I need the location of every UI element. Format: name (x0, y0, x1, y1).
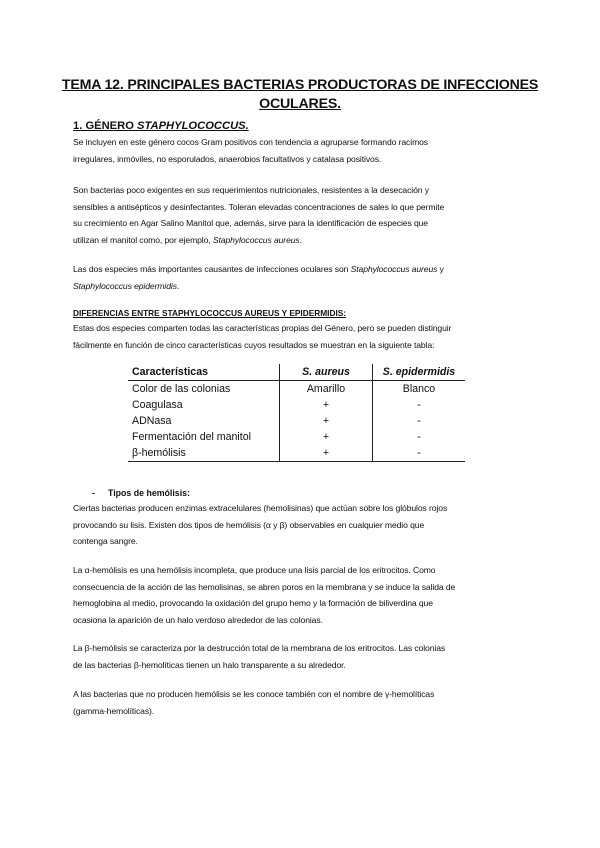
text-line (73, 278, 543, 295)
text-line: Son bacterias poco exigentes en sus requerimientos nutricionales, resistentes a la desecación y (73, 185, 429, 195)
table-cell: Amarillo (280, 381, 373, 398)
table-cell: + (280, 413, 373, 429)
table-header-row (128, 364, 465, 381)
text-line: contenga sangre. (73, 536, 138, 546)
table-row (128, 381, 465, 398)
page-title-line-2: OCULARES. (259, 96, 341, 112)
table-cell: - (373, 445, 466, 462)
table-cell: - (417, 399, 421, 411)
table-cell: ADNasa (128, 413, 280, 429)
text-line: Se incluyen en este género cocos Gram positivos con tendencia a agruparse formando racimos (73, 137, 429, 147)
text-line: provocando su lisis. Existen dos tipos de hemólisis (α y β) observables en cualquier medio que (73, 519, 425, 530)
table-cell: - (417, 415, 421, 427)
paragraph-alpha-hemolysis (73, 562, 543, 628)
text-line: La β-hemólisis se caracteriza por la destrucción total de la membrana de los eritrocitos. Las colonias (73, 643, 446, 653)
species-name: Staphylococcus aureus (350, 264, 438, 274)
table-header: Características (128, 364, 280, 381)
text-line (73, 261, 543, 278)
text-fragment: . (176, 280, 180, 291)
text-line: de las bacterias β-hemolíticas tienen un halo transparente a su alrededor. (73, 659, 346, 670)
table-header: S. aureus (280, 364, 373, 381)
section-heading (73, 120, 249, 132)
text-line: consecuencia de la acción de las hemolisinas, se abren poros en la membrana y se induce la salida de (73, 581, 456, 592)
page-title-line-1: TEMA 12. PRINCIPALES BACTERIAS PRODUCTORAS DE INFECCIONES (61, 77, 539, 93)
text-line: La α-hemólisis es una hemólisis incompleta, que produce una lisis parcial de los eritrocitos. Como (73, 565, 436, 575)
paragraph-requirements (73, 182, 543, 248)
species-name: Staphylococcus epidermidis (73, 280, 177, 291)
text-fragment: . (299, 234, 302, 245)
table-row (128, 413, 465, 429)
table-cell: + (280, 429, 373, 445)
table-row (128, 429, 465, 445)
table-header: S. epidermidis (373, 364, 466, 381)
table-cell: Blanco (402, 383, 436, 395)
table-cell: + (280, 397, 373, 413)
text-line: Ciertas bacterias producen enzimas extracelulares (hemolisinas) que actúan sobre los glóbulos rojos (73, 503, 448, 513)
paragraph-gamma-hemolysis (73, 686, 543, 719)
table-cell: β-hemólisis (128, 445, 280, 462)
bullet-dash: - (92, 488, 95, 498)
table-cell: Coagulasa (128, 397, 280, 413)
paragraph-species (73, 261, 543, 294)
table-cell: - (417, 431, 421, 443)
paragraph-hemolysins (73, 500, 543, 550)
table-cell: + (280, 445, 373, 462)
text-line: hemoglobina al medio, provocando la oxidación del grupo hemo y la formación de biliverdina que (73, 598, 433, 608)
text-line: (gamma-hemolíticas). (73, 705, 155, 716)
text-line: A las bacterias que no producen hemólisis se les conoce también con el nombre de γ-hemolíticas (73, 689, 435, 699)
subheading-differences: DIFERENCIAS ENTRE STAPHYLOCOCCUS AUREUS Y EPIDERMIDIS: (73, 308, 347, 318)
table-cell: Fermentación del manitol (128, 429, 280, 445)
text-fragment: utilizan el manitol como, por ejemplo, (73, 234, 213, 245)
bullet-label: Tipos de hemólisis: (108, 488, 190, 498)
text-fragment: Las dos especies más importantes causantes de infecciones oculares son (73, 264, 351, 274)
section-heading-genus: STAPHYLOCOCCUS. (137, 120, 249, 132)
text-line: irregulares, inmóviles, no esporulados, anaerobios facultativos y catalasa positivos. (73, 153, 382, 164)
text-fragment: y (437, 264, 444, 274)
differences-table (128, 364, 465, 462)
text-line: sensibles a antisépticos y desinfectantes. Toleran elevadas concentraciones de sales lo que permite (73, 201, 445, 212)
text-line (73, 232, 543, 249)
text-line: ocasiona la aparición de un halo verdoso alrededor de las colonias. (73, 614, 323, 625)
table-row (128, 397, 465, 413)
table-cell: Color de las colonias (128, 381, 280, 398)
text-line: fácilmente en función de cinco características cuyos resultados se muestran en la siguiente tabla: (73, 339, 435, 350)
paragraph-beta-hemolysis (73, 640, 543, 673)
species-name: Staphylococcus aureus (212, 234, 300, 245)
table-row (128, 445, 465, 462)
paragraph-intro (73, 134, 543, 167)
text-line: Estas dos especies comparten todas las características propias del Género, pero se pueden distinguir (73, 323, 452, 333)
bullet-hemolysis-types (92, 488, 190, 498)
text-line: su crecimiento en Agar Salino Manitol que, además, sirve para la identificación de especies que (73, 218, 428, 228)
paragraph-table-intro (73, 320, 543, 353)
section-heading-prefix: 1. GÉNERO (73, 120, 138, 132)
